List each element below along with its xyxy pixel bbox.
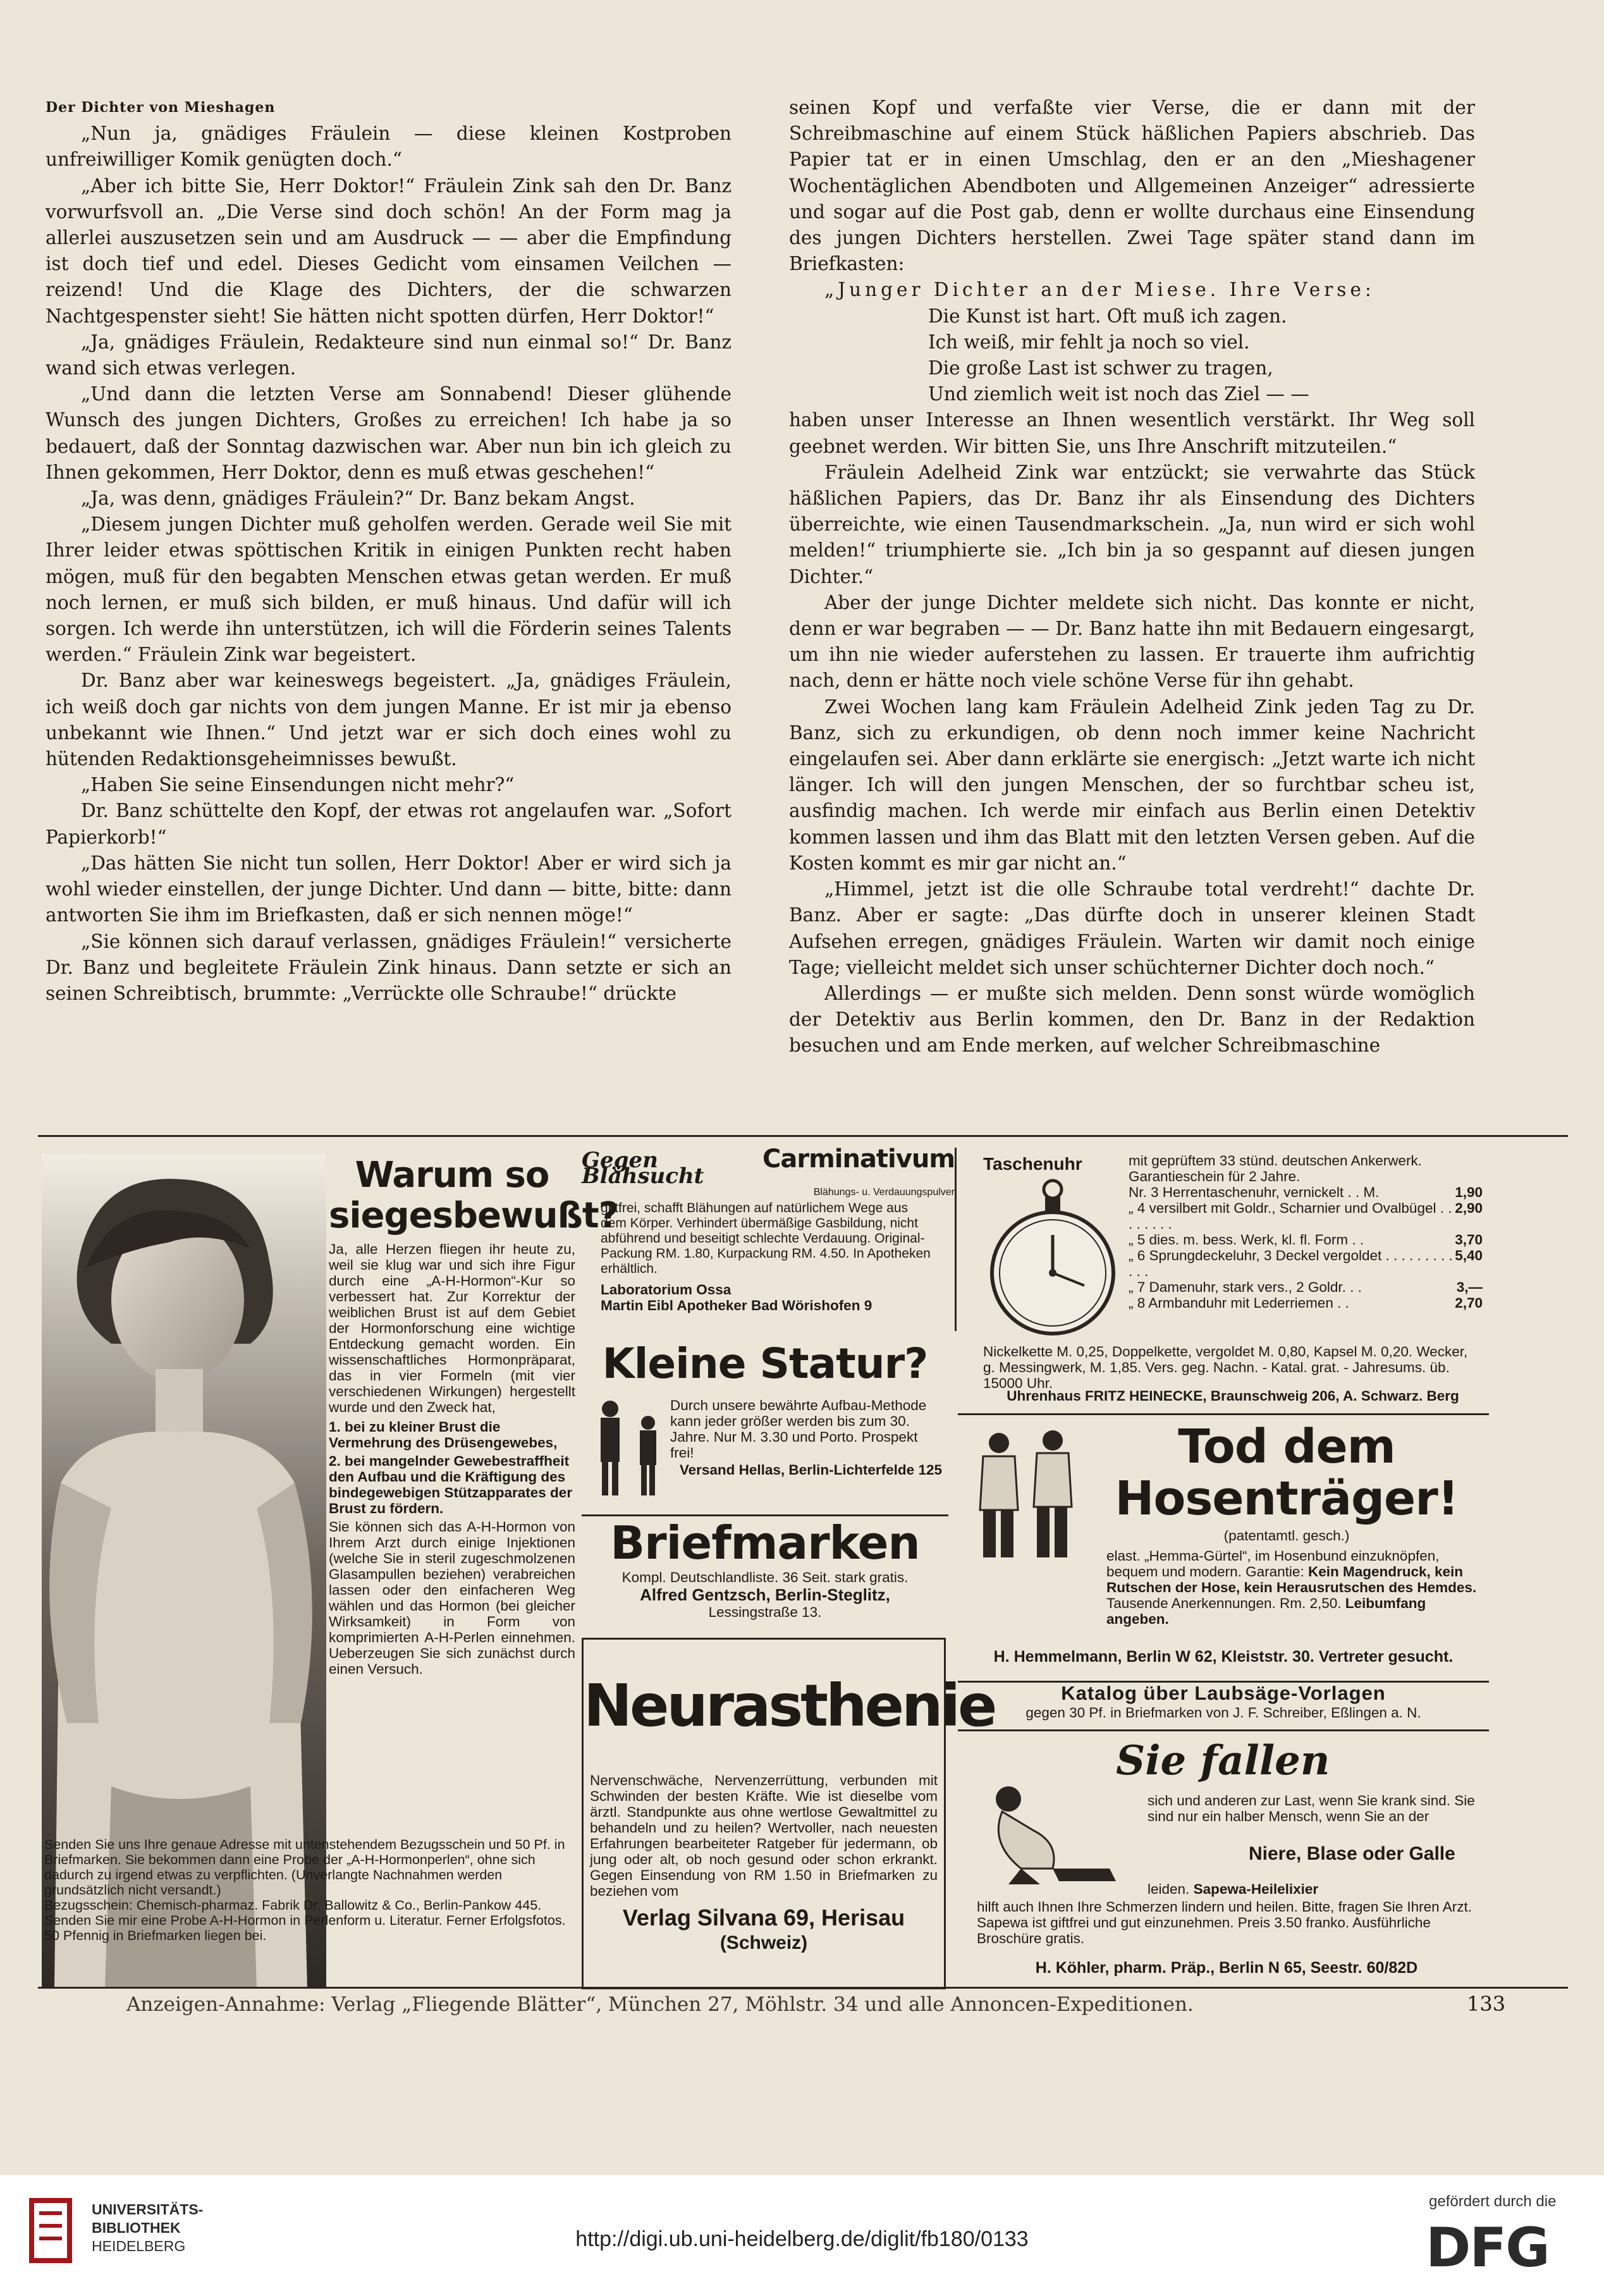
ad-briefmarken: [582, 1514, 948, 1630]
men-figures-icon: [964, 1428, 1091, 1561]
article-paragraph: Fräulein Adelheid Zink war entzückt; sie verwahrte das Stück häßlichen Papiers, das Dr. Banz ihr als Einsendung des Dichters überreichte, wie einen Tausendmarkschein. „Ja, nun wird er sich wohl melden!“ triumphierte sie. „Ich bin ja so gespannt auf diesen jungen Dichter.“: [789, 461, 1475, 587]
ad-subtitle: Blähungs- u. Verdauungspulver: [813, 1187, 955, 1198]
ad-company: Versand Hellas, Berlin-Lichterfelde 125: [679, 1462, 942, 1478]
ad-company: H. Hemmelmann, Berlin W 62, Kleiststr. 30. Vertreter gesucht.: [993, 1648, 1454, 1666]
library-name-line: HEIDELBERG: [92, 2238, 186, 2254]
article-letterbox-quote: „Junger Dichter an der Miese. Ihre Verse:: [824, 279, 1375, 301]
price-value: 3,—: [1456, 1279, 1483, 1295]
price-value: 3,70: [1455, 1232, 1483, 1248]
footer-text: Anzeigen-Annahme: Verlag „Fliegende Blätter“, München 27, Möhlstr. 34 und alle Annoncen-Expeditionen.: [126, 1993, 1194, 2016]
dfg-logo-text: DFG: [1426, 2216, 1549, 2280]
ad-body-bold: Leibumfang angeben.: [1106, 1595, 1426, 1627]
sponsor-text: gefördert durch die: [1429, 2193, 1557, 2210]
article-paragraph: „Diesem jungen Dichter muß geholfen werden. Gerade weil Sie mit Ihrer leider etwas spöttischen Kritik in einigen Punkten recht haben mögen, muß für den begabten Menschen etwas getan werden. Er muß noch lernen, er muß sich bilden, er muß hinaus. Und dafür will ich sorgen. Ich werde ihn unterstützen, ich will die Förderin seines Talents werden.“ Fräulein Zink war begeistert.: [46, 513, 732, 666]
price-value: 5,40: [1455, 1248, 1483, 1263]
ad-company: Laboratorium Ossa: [601, 1282, 732, 1298]
ad-company: Uhrenhaus FRITZ HEINECKE, Braunschweig 206, A. Schwarz. Berg: [1007, 1388, 1459, 1404]
ad-highlight: Niere, Blase oder Galle: [1249, 1843, 1455, 1864]
ad-title: Hosenträger!: [1115, 1471, 1459, 1526]
ad-body-text: Tausende Anerkennungen. Rm. 2,50.: [1106, 1595, 1342, 1611]
page-number: 133: [1467, 1992, 1506, 2016]
ad-coupon-text: Bezugsschein: Chemisch-pharmaz. Fabrik Dr. Ballowitz & Co., Berlin-Pankow 445.: [44, 1898, 542, 1913]
ad-company: H. Köhler, pharm. Präp., Berlin N 65, Seestr. 60/82D: [1035, 1959, 1418, 1977]
article-paragraph: haben unser Interesse an Ihnen wesentlich verstärkt. Ihr Weg soll geebnet werden. Wir bitten Sie, uns Ihre Anschrift mitzuteilen.“: [789, 409, 1475, 457]
ad-body: hilft auch Ihnen Ihre Schmerzen lindern und heilen. Bitte, fragen Sie Ihren Arzt. Sapewa ist giftfrei und gut einzunehmen. Preis 3.50 franko. Ausführliche Broschüre gratis.: [977, 1899, 1472, 1946]
article-paragraph: „Ja, gnädiges Fräulein, Redakteure sind nun einmal so!“ Dr. Banz wand sich etwas verlegen.: [46, 331, 732, 379]
article-column-right: [789, 95, 1475, 1059]
pocket-watch-icon: [983, 1178, 1122, 1336]
ad-body: Nervenschwäche, Nervenzerrüttung, verbunden mit Schwinden der besten Kräfte. Wie ist dieselbe vom ärztl. Standpunkte aus ohne wertlose Gewaltmittel zu behandeln und zu heilen? Wertvoller, nach neuesten Erfahrungen bearbeiteter Ratgeber für jedermann, ob jung oder alt, ob noch gesund oder schon erkrankt. Gegen Einsendung von RM 1.50 in Briefmarken zu beziehen vom: [590, 1772, 938, 1899]
library-name-line: UNIVERSITÄTS-: [92, 2201, 204, 2218]
article-paragraph: Aber der junge Dichter meldete sich nicht. Das konnte er nicht, denn er war begraben — — Dr. Banz hatte ihn mit Bedauern eingesargt, um ihn nie wieder auferstehen zu lassen. Er trauerte ihm aufrichtig nach, denn er hätte noch viele schöne Verse für ihn gehabt.: [789, 591, 1475, 692]
price-item: „ 5 dies. m. bess. Werk, kl. fl. Form . .: [1129, 1232, 1364, 1248]
ad-body: giftfrei, schafft Blähungen auf natürlichem Wege aus dem Körper. Verhindert übermäßige Gasbildung, nicht abführend und beseitigt schlechte Verdauung. Original-Packung RM. 1.80, Kurpackung RM. 4.50. In Apotheken erhältlich.: [601, 1201, 931, 1276]
section-divider: [38, 1135, 1568, 1137]
article-paragraph: Zwei Wochen lang kam Fräulein Adelheid Zink jeden Tag zu Dr. Banz, sich zu erkundigen, ob denn noch immer keine Nachricht eingelaufen sei. Aber dann erklärte sie energisch: „Jetzt warte ich nicht länger. Ich will den jungen Menschen, der so furchtbar scheu ist, ausfindig machen. Ich werde mir einfach aus Berlin einen Detektiv kommen lassen und ihm das Blatt mit den letzten Versen geben. Auf die Kosten kommt es mir gar nicht an.“: [789, 696, 1475, 874]
ad-body: Kompl. Deutschlandliste. 36 Seit. stark gratis.: [621, 1569, 909, 1585]
ad-taschenuhr: [958, 1148, 1489, 1410]
price-item: „ 4 versilbert mit Goldr., Scharnier und Ovalbügel . . . . . . . .: [1129, 1200, 1452, 1232]
article-paragraph: Dr. Banz schüttelte den Kopf, der etwas rot angelaufen war. „Sofort Papierkorb!“: [46, 800, 732, 848]
ad-title: Katalog über Laubsäge-Vorlagen: [1061, 1682, 1386, 1704]
article-paragraph: Dr. Banz aber war keineswegs begeistert. „Ja, gnädiges Fräulein, ich weiß doch gar nichts von dem jungen Manne. Er ist mir ja ebenso unbekannt wie Ihnen.“ Und jetzt war er sich doch eines wohl zu hütenden Redaktionsgeheimnisses bewußt.: [46, 670, 732, 770]
ad-body: Sie können sich das A-H-Hormon von Ihrem Arzt durch einige Injektionen (welche Sie in steril zugeschmolzenen Glasampullen beziehen) verabreichen lassen oder den einfacheren Weg wählen und das Hormon (bei gleicher Wirksamkeit) in Form von komprimierten A-H-Perlen einnehmen. Ueberzeugen Sie sich zunächst durch einen Versuch.: [329, 1519, 575, 1677]
ad-body: sich und anderen zur Last, wenn Sie krank sind. Sie sind nur ein halber Mensch, wenn Sie an der: [1148, 1793, 1475, 1824]
ad-company: Verlag Silvana 69, Herisau: [622, 1905, 905, 1931]
article-paragraph: „Himmel, jetzt ist die olle Schraube total verdreht!“ dachte Dr. Banz. Aber er sagte: „Das dürfte doch in unserer kleinen Stadt Aufsehen erregen, gnädiges Fräulein. Warten wir damit noch einige Tage; vielleicht meldet sich unser schüchterner Dichter doch noch.“: [789, 878, 1475, 978]
article-paragraph: Allerdings — er mußte sich melden. Denn sonst würde womöglich der Detektiv aus Berlin kommen, den Dr. Banz in der Redaktion besuchen und am Ende merken, auf welcher Schreibmaschine: [789, 982, 1475, 1057]
verse-line: Und ziemlich weit ist noch das Ziel — —: [928, 383, 1309, 405]
ad-title: Carminativum: [762, 1145, 955, 1174]
price-row: [1129, 1232, 1483, 1248]
ad-title-small: Gegen Blähsucht: [582, 1148, 704, 1189]
verse-line: Die große Last ist schwer zu tragen,: [928, 357, 1273, 379]
ad-coupon-text: Senden Sie uns Ihre genaue Adresse mit untenstehendem Bezugsschein und 50 Pf. in Briefmarken. Sie bekommen dann eine Probe der „A-H-Hormonperlen“, ohne sich dadurch zu irgend etwas zu verpflichten. (Unverlangte Nachnahmen werden grundsätzlich nicht versandt.): [44, 1837, 565, 1898]
source-url-link[interactable]: http://digi.ub.uni-heidelberg.de/diglit/fb180/0133: [575, 2227, 1029, 2251]
price-value: 2,70: [1455, 1295, 1483, 1311]
price-row: [1129, 1295, 1483, 1311]
article-column-left: [46, 95, 732, 1007]
ad-company: Alfred Gentzsch, Berlin-Steglitz,: [640, 1585, 890, 1604]
ad-body: [1106, 1548, 1479, 1627]
article-paragraph: „Ja, was denn, gnädiges Fräulein?“ Dr. Banz bekam Angst.: [81, 488, 635, 510]
ad-body-text: elast. „Hemma-Gürtel“, im Hosenbund einzuknöpfen, bequem und modern. Garantie:: [1106, 1548, 1440, 1580]
suffering-man-icon: [964, 1774, 1129, 1888]
ad-hosentraeger: [958, 1413, 1489, 1683]
article-paragraph: „Aber ich bitte Sie, Herr Doktor!“ Fräulein Zink sah den Dr. Banz vorwurfsvoll an. „Die Verse sind doch schön! An der Form mag ja allerlei auszusetzen sein und am Ausdruck — — aber die Empfindung ist doch tief und edel. Dieses Gedicht vom einsamen Veilchen — reizend! Und die Klage des Dichters, der die schwarzen Nachtgespenster sieht! Sie hätten nicht spotten dürfen, Herr Doktor!“: [46, 175, 732, 327]
article-paragraph: „Sie können sich darauf verlassen, gnädiges Fräulein!“ versicherte Dr. Banz und begleitete Fräulein Zink hinaus. Dann setzte er sich an seinen Schreibtisch, brummte: „Verrückte olle Schraube!“ drückte: [46, 930, 732, 1004]
price-item: „ 8 Armbanduhr mit Lederriemen . .: [1129, 1295, 1349, 1311]
article-paragraph: seinen Kopf und verfaßte vier Verse, die er dann mit der Schreibmaschine auf einem Stück häßlichen Papiers abschrieb. Das Papier tat er in einen Umschlag, den er an den „Mieshagener Wochentäglichen Abendboten und Allgemeinen Anzeiger“ adressierte und sogar auf die Post gab, denn er wollte durchaus eine Einsendung des jungen Dichters herstellen. Zwei Tage später stand dann im Briefkasten:: [789, 97, 1475, 275]
men-silhouette-icon: [588, 1397, 670, 1499]
library-name-line: BIBLIOTHEK: [92, 2219, 181, 2236]
ad-body-bold: Sapewa-Heilelixier: [1193, 1881, 1319, 1897]
ad-title: Warum so siegesbewußt?: [329, 1155, 619, 1236]
footer-divider: [38, 1987, 1568, 1989]
price-row: [1129, 1200, 1483, 1232]
price-row: [1129, 1184, 1483, 1200]
ad-patent: (patentamtl. gesch.): [1223, 1528, 1350, 1544]
ad-intro: mit geprüftem 33 stünd. deutschen Ankerwerk. Garantieschein für 2 Jahre.: [1129, 1153, 1422, 1184]
ad-kleine-statur: [582, 1341, 948, 1505]
price-value: 1,90: [1455, 1184, 1483, 1200]
price-item: Nr. 3 Herrentaschenuhr, vernickelt . . M.: [1129, 1184, 1380, 1200]
ad-body: gegen 30 Pf. in Briefmarken von J. F. Schreiber, Eßlingen a. N.: [1025, 1705, 1421, 1721]
ad-title: Taschenuhr: [983, 1154, 1082, 1174]
watch-list: [1129, 1153, 1483, 1311]
ad-body-bold: Kein Magendruck, kein Rutschen der Hose, kein Herausrutschen des Hemdes.: [1106, 1564, 1477, 1595]
ad-body: [1148, 1881, 1476, 1897]
ad-point: 2. bei mangelnder Gewebestraffheit den Aufbau und die Kräftigung des bindegewebigen Stützapparates der Brust zu fördern.: [329, 1453, 573, 1516]
price-row: [1129, 1248, 1483, 1279]
ad-body: Ja, alle Herzen fliegen ihr heute zu, weil sie klug war und sich ihre Figur durch eine „A-H-Hormon“-Kur so verbessert hat. Zur Korrektur der weiblichen Brust ist auf dem Gebiet der Hormonforschung eine wichtige Entdeckung gemacht worden. Ein wissenschaftliches Hormonpräparat, das in vier Formeln (mit vier verschiedenen Wirkungen) hergestellt wurde und den Zweck hat,: [329, 1241, 575, 1415]
ad-street: Lessingstraße 13.: [708, 1604, 822, 1620]
ad-carminativum: [582, 1145, 957, 1331]
ad-warum-coupon: [44, 1837, 575, 1986]
ad-point: 1. bei zu kleiner Brust die Vermehrung des Drüsengewebes,: [329, 1419, 558, 1451]
ad-neurasthenie: [582, 1638, 995, 1989]
viewer-footer-bar: [0, 2175, 1604, 2296]
ad-title: Sie fallen: [1116, 1737, 1330, 1784]
price-item: „ 7 Damenuhr, stark vers., 2 Goldr. . .: [1129, 1279, 1362, 1295]
article-paragraph: „Nun ja, gnädiges Fräulein — diese kleinen Kostproben unfreiwilliger Komik genügten doch.“: [46, 123, 732, 171]
price-row: [1129, 1279, 1483, 1295]
article-paragraph: „Das hätten Sie nicht tun sollen, Herr Doktor! Aber er wird sich ja wohl wieder einstellen, der junge Dichter. Und dann — bitte, bitte: dann antworten Sie ihm im Briefkasten, daß er sich nennen möge!“: [46, 852, 732, 926]
ad-body-text: leiden.: [1148, 1881, 1190, 1897]
ad-title: Tod dem: [1178, 1420, 1395, 1474]
article-heading: Der Dichter von Mieshagen: [46, 99, 276, 116]
article-paragraph: „Haben Sie seine Einsendungen nicht mehr?“: [81, 774, 515, 796]
ad-body: Durch unsere bewährte Aufbau-Methode kann jeder größer werden bis zum 30. Jahre. Nur M. 3.30 und Porto. Prospekt frei!: [670, 1397, 927, 1461]
ad-title: Briefmarken: [610, 1516, 920, 1569]
ad-country: (Schweiz): [719, 1932, 808, 1953]
dfg-logo: [1426, 2216, 1577, 2280]
verse-line: Ich weiß, mir fehlt ja noch so viel.: [928, 331, 1250, 353]
article-paragraph: „Und dann die letzten Verse am Sonnabend! Dieser glühende Wunsch des jungen Dichters, Großes zu erreichen! Ich habe ja so bedauert, daß der Sonntag dazwischen war. Aber nun bin ich gleich zu Ihnen gekommen, Herr Doktor, denn es muß etwas geschehen!“: [46, 383, 732, 483]
ad-title: Kleine Statur?: [602, 1339, 928, 1388]
price-item: „ 6 Sprungdeckeluhr, 3 Deckel vergoldet . . . . . . . . . . . .: [1129, 1248, 1453, 1279]
ad-title: Neurasthenie: [584, 1672, 995, 1740]
ad-company: Martin Eibl Apotheker Bad Wörishofen 9: [601, 1298, 872, 1313]
ad-extras: Nickelkette M. 0,25, Doppelkette, vergoldet M. 0,80, Kapsel M. 0,20. Wecker, g. Messingwerk, M. 1,85. Vers. geg. Nachn. - Katal. grat. - Jahresums. üb. 15000 Uhr.: [983, 1344, 1468, 1391]
price-value: 2,90: [1455, 1200, 1483, 1216]
verse-line: Die Kunst ist hart. Oft muß ich zagen.: [928, 305, 1287, 327]
ad-laubsaege: [958, 1682, 1489, 1731]
ad-sapewa: [958, 1736, 1489, 1986]
ad-coupon-text: Senden Sie mir eine Probe A-H-Hormon in Perlenform u. Literatur. Ferner Erfolgsfotos. 50 Pfennig in Briefmarken liegen bei.: [44, 1913, 566, 1943]
